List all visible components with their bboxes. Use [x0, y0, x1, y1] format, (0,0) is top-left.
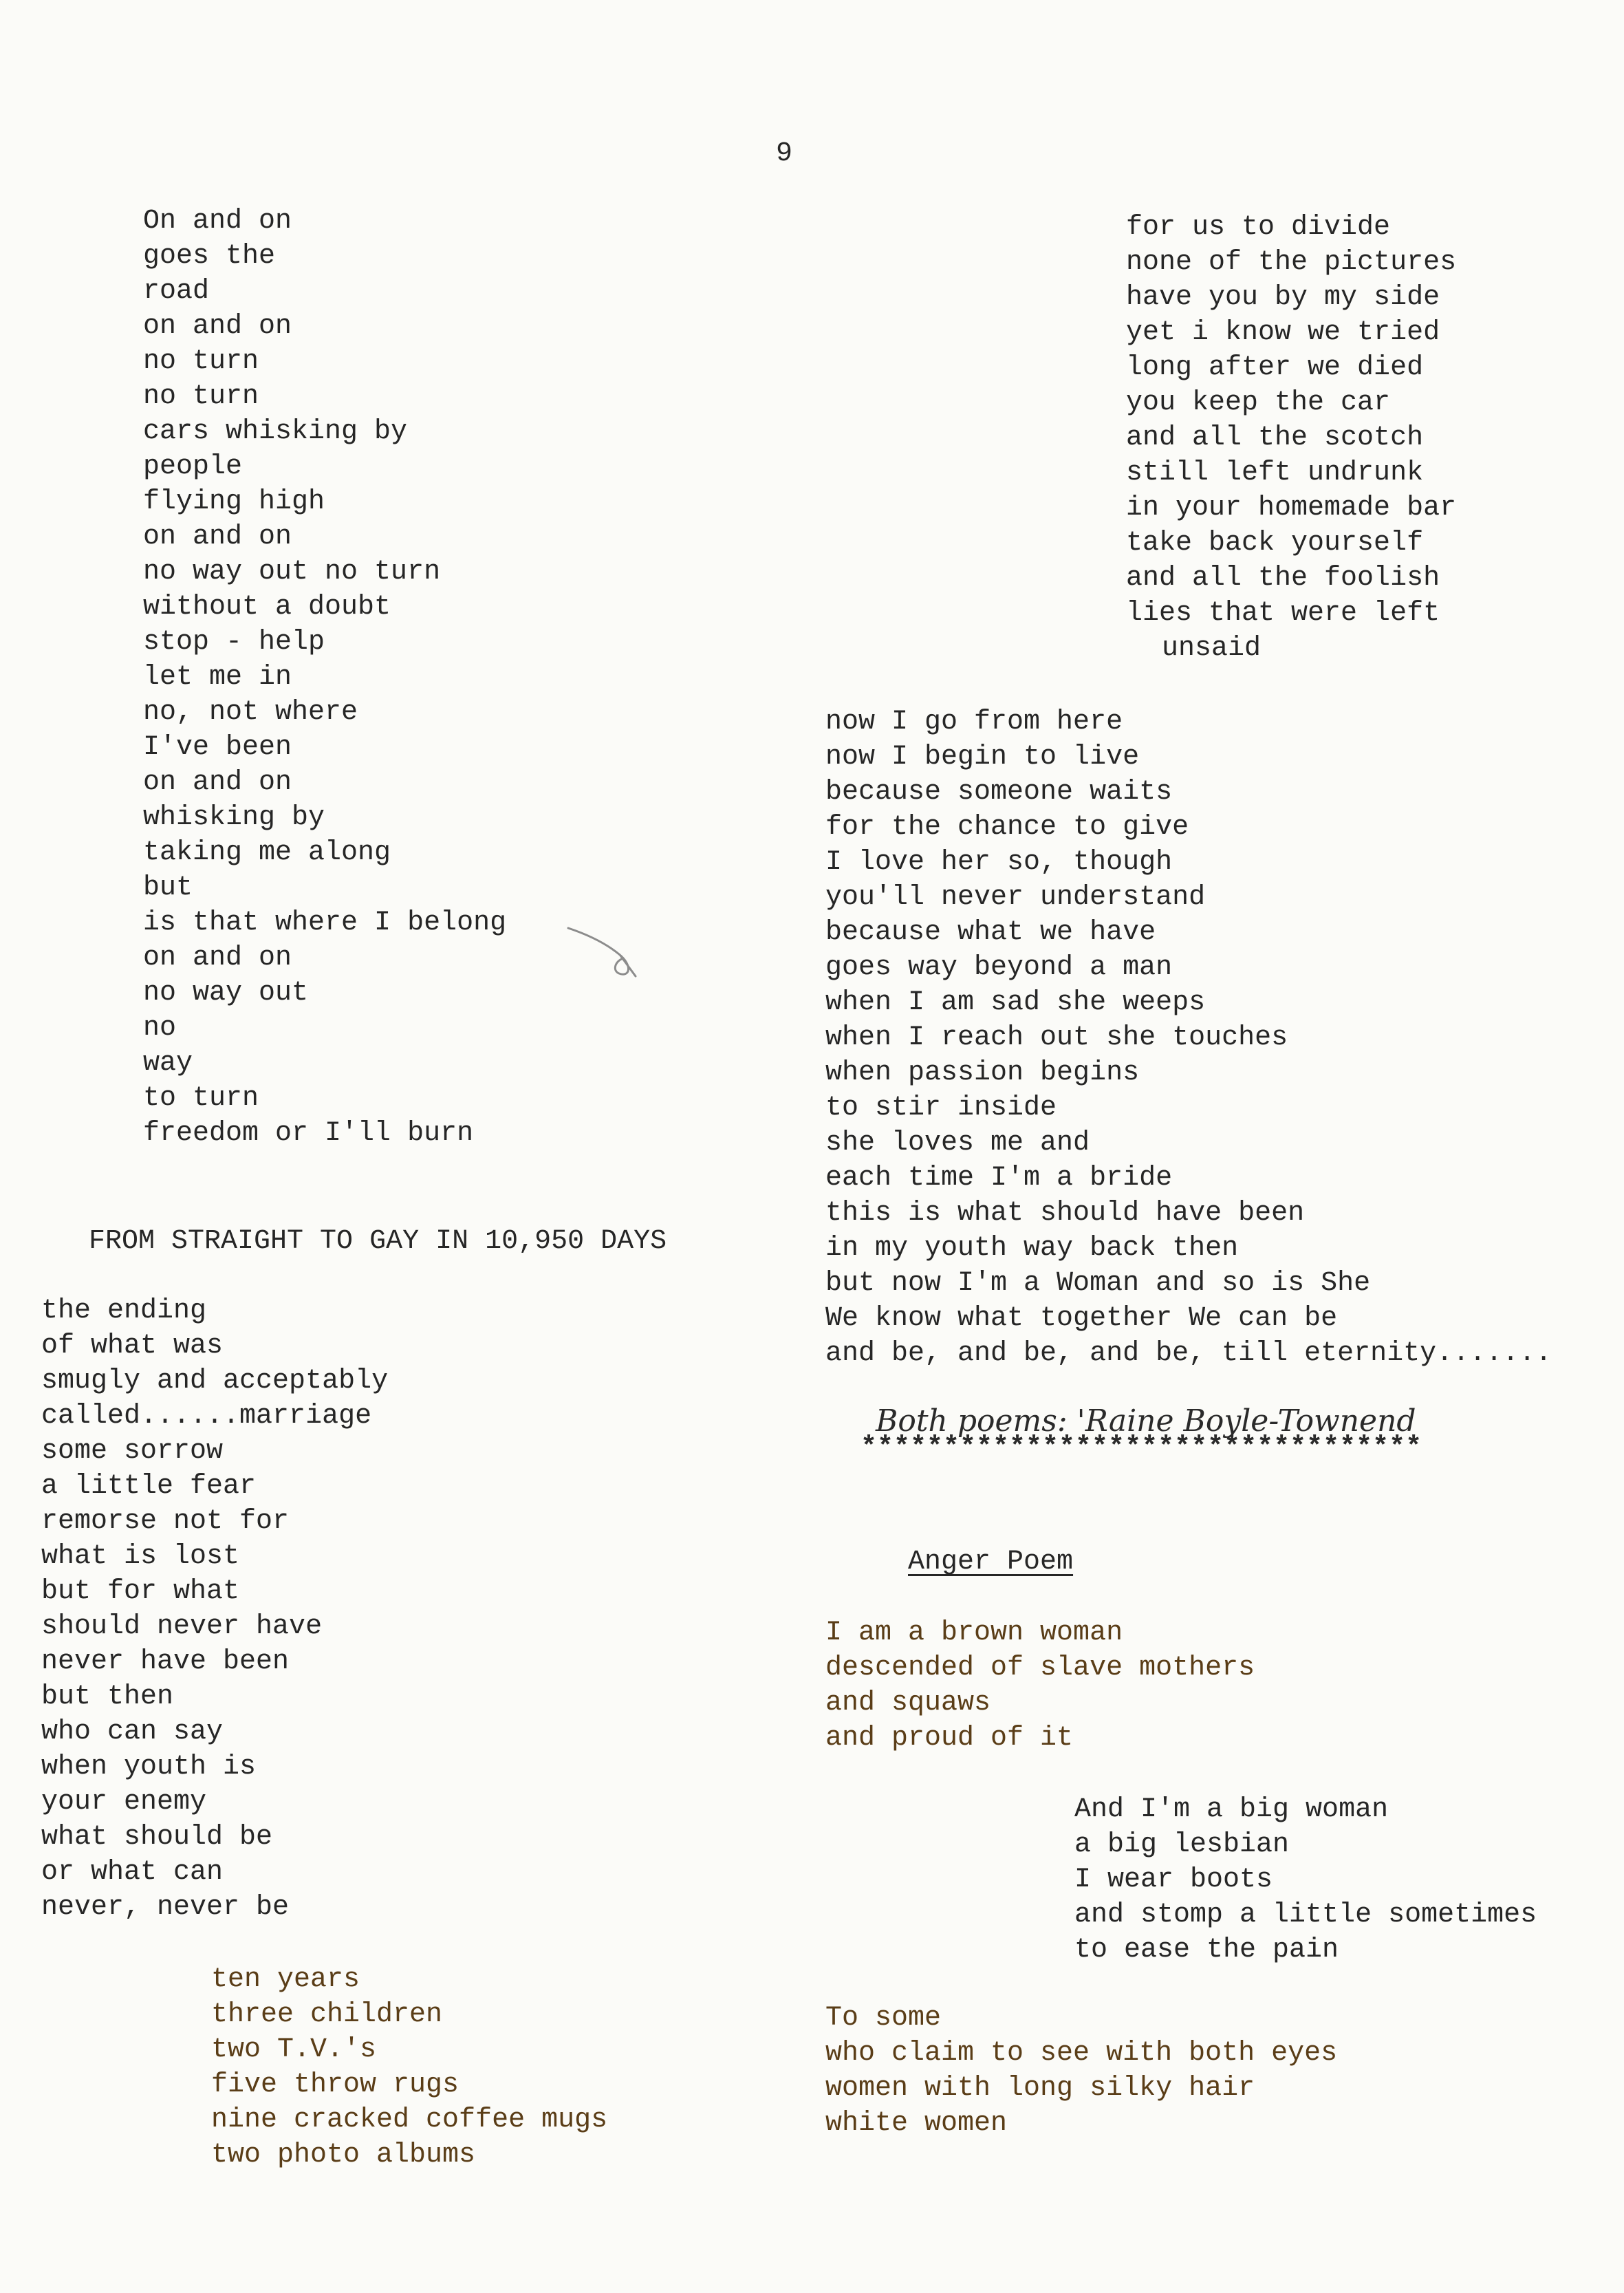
poem-line: when passion begins	[825, 1057, 1140, 1088]
poem-on-and-on	[143, 204, 506, 1151]
poem-title-straight-to-gay: FROM STRAIGHT TO GAY IN 10,950 DAYS	[89, 1226, 667, 1257]
poem-line: still left undrunk	[1126, 457, 1424, 488]
poem-line: because what we have	[825, 917, 1156, 948]
poem-line: I am a brown woman	[825, 1617, 1123, 1648]
poem-title-anger: Anger Poem	[908, 1547, 1074, 1578]
poem-line: but then	[41, 1681, 174, 1712]
poem-line: and all the scotch	[1126, 422, 1424, 453]
poem-line: have you by my side	[1126, 282, 1440, 313]
poem-line: a big lesbian	[1074, 1829, 1290, 1860]
poem-line: To some	[825, 2003, 942, 2034]
poem-line: flying high	[143, 486, 325, 517]
poem-continuation	[1126, 210, 1456, 631]
poem-line: whisking by	[143, 802, 325, 833]
poem-line: two T.V.'s	[211, 2034, 377, 2065]
poem-line: lies that were left	[1126, 598, 1440, 629]
poem-inventory-list	[211, 1962, 607, 2173]
poem-line: for the chance to give	[825, 812, 1189, 843]
poem-line: no	[143, 1013, 177, 1044]
poem-line: smugly and acceptably	[41, 1366, 389, 1397]
poem-line: and stomp a little sometimes	[1074, 1899, 1537, 1930]
poem-line: cars whisking by	[143, 416, 408, 447]
poem-line: take back yourself	[1126, 528, 1424, 559]
poem-line: she loves me and	[825, 1128, 1090, 1159]
poem-line: but for what	[41, 1576, 240, 1607]
poem-line: and be, and be, and be, till eternity.......	[825, 1338, 1552, 1369]
poem-line: to turn	[143, 1083, 259, 1114]
poem-line: on and on	[143, 943, 292, 973]
poem-line: of what was	[41, 1331, 224, 1361]
poem-line: descended of slave mothers	[825, 1653, 1255, 1683]
poem-line: who claim to see with both eyes	[825, 2038, 1338, 2069]
poem-line: now I begin to live	[825, 742, 1140, 773]
poem-line: in my youth way back then	[825, 1233, 1239, 1264]
poem-line: for us to divide	[1126, 212, 1391, 243]
poem-continuation-last-line: unsaid	[1162, 633, 1262, 664]
poem-line: no, not where	[143, 697, 358, 728]
poem-line: because someone waits	[825, 777, 1173, 808]
poem-line: what should be	[41, 1822, 273, 1853]
poem-line: women with long silky hair	[825, 2073, 1255, 2104]
poem-straight-to-gay	[41, 1293, 388, 1925]
poem-line: when I reach out she touches	[825, 1022, 1288, 1053]
pen-mark	[564, 918, 647, 987]
poem-line: to ease the pain	[1074, 1935, 1339, 1966]
poem-line: We know what together We can be	[825, 1303, 1338, 1334]
poem-line: should never have	[41, 1611, 323, 1642]
poem-credit: Both poems: 'Raine Boyle-Townend	[876, 1403, 1416, 1439]
poem-line: And I'm a big woman	[1074, 1794, 1389, 1825]
anger-poem-stanza-1	[825, 1615, 1255, 1756]
poem-line: is that where I belong	[143, 907, 507, 938]
poem-line: I've been	[143, 732, 292, 763]
poem-line: on and on	[143, 521, 292, 552]
poem-line: no way out no turn	[143, 557, 441, 588]
poem-line: each time I'm a bride	[825, 1163, 1173, 1194]
poem-line: a little fear	[41, 1471, 257, 1502]
poem-line: let me in	[143, 662, 292, 693]
poem-line: but	[143, 872, 193, 903]
poem-line: on and on	[143, 767, 292, 798]
poem-second-part	[825, 704, 1552, 1371]
poem-line: you'll never understand	[825, 882, 1206, 913]
poem-line: two photo albums	[211, 2140, 476, 2171]
poem-line: without a doubt	[143, 592, 391, 623]
poem-line: but now I'm a Woman and so is She	[825, 1268, 1371, 1299]
page-number: 9	[776, 138, 793, 169]
poem-line: this is what should have been	[825, 1198, 1305, 1229]
poem-line: in your homemade bar	[1126, 493, 1457, 524]
poem-line: now I go from here	[825, 707, 1123, 738]
poem-line: you keep the car	[1126, 387, 1391, 418]
poem-line: way	[143, 1048, 193, 1079]
poem-line: stop - help	[143, 627, 325, 658]
poem-line: and all the foolish	[1126, 563, 1440, 594]
poem-line: On and on	[143, 206, 292, 237]
anger-poem-stanza-2	[1074, 1792, 1537, 1968]
poem-line: no turn	[143, 346, 259, 377]
poem-line: goes way beyond a man	[825, 952, 1173, 983]
poem-line: I wear boots	[1074, 1864, 1273, 1895]
poem-line: on and on	[143, 311, 292, 342]
poem-line: who can say	[41, 1716, 224, 1747]
anger-poem-stanza-3	[825, 2001, 1337, 2141]
poem-line: the ending	[41, 1295, 207, 1326]
poem-line: never, never be	[41, 1892, 290, 1923]
poem-line: no turn	[143, 381, 259, 412]
poem-line: none of the pictures	[1126, 247, 1457, 278]
poem-line: people	[143, 451, 243, 482]
poem-line: white women	[825, 2108, 1008, 2139]
poem-line: what is lost	[41, 1541, 240, 1572]
poem-line: or what can	[41, 1857, 224, 1888]
poem-line: and squaws	[825, 1688, 991, 1719]
poem-line: when I am sad she weeps	[825, 987, 1206, 1018]
poem-line: called......marriage	[41, 1401, 372, 1432]
poem-line: and proud of it	[825, 1723, 1074, 1754]
poem-line: freedom or I'll burn	[143, 1118, 474, 1149]
poem-line: remorse not for	[41, 1506, 290, 1537]
poem-line: nine cracked coffee mugs	[211, 2104, 608, 2135]
poem-line: three children	[211, 1999, 443, 2030]
poem-line: your enemy	[41, 1787, 207, 1818]
poem-line: to stir inside	[825, 1092, 1057, 1123]
asterisk-separator: **********************************	[860, 1432, 1422, 1463]
poem-line: yet i know we tried	[1126, 317, 1440, 348]
poem-line: ten years	[211, 1964, 360, 1995]
poem-line: no way out	[143, 978, 309, 1009]
poem-line: road	[143, 276, 210, 307]
poem-line: never have been	[41, 1646, 290, 1677]
poem-line: long after we died	[1126, 352, 1424, 383]
poem-line: taking me along	[143, 837, 391, 868]
poem-line: five throw rugs	[211, 2069, 459, 2100]
poem-line: goes the	[143, 241, 276, 272]
poem-line: when youth is	[41, 1752, 257, 1783]
poem-line: I love her so, though	[825, 847, 1173, 878]
poem-line: some sorrow	[41, 1436, 224, 1467]
